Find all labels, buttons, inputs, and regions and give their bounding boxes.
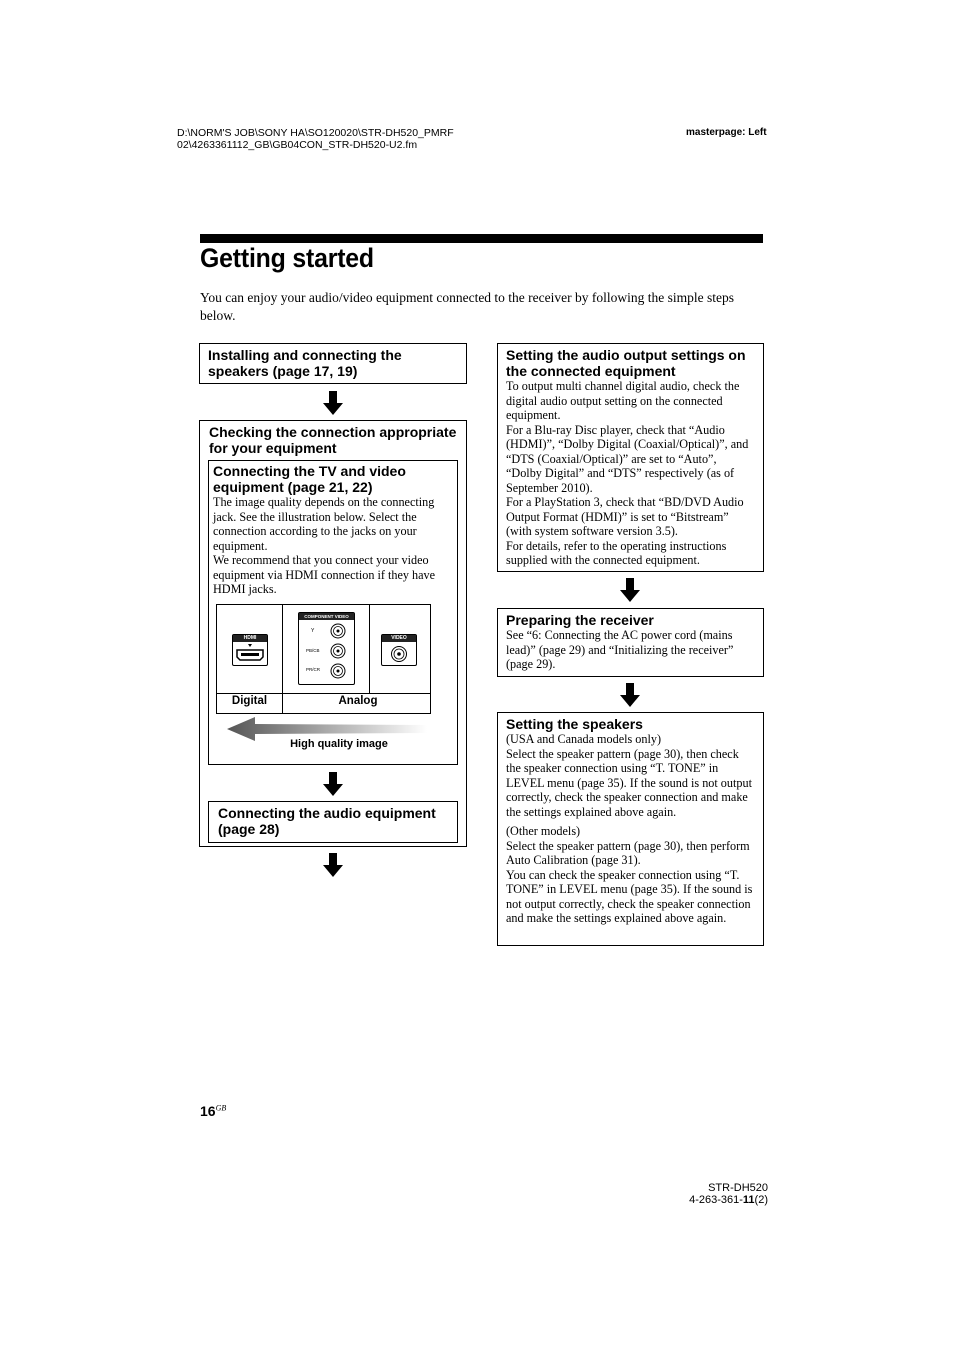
arrow-down-icon	[323, 772, 343, 796]
setting-speakers-p4: Select the speaker pattern (page 30), then perform Auto Calibration (page 31).	[506, 838, 750, 867]
component-video-tag: COMPONENT VIDEO	[299, 613, 354, 620]
step-check-connection-title: Checking the connection appropriate for your equipment	[209, 424, 457, 456]
model-code-footer	[686, 1182, 768, 1206]
analog-label: Analog	[338, 695, 378, 707]
video-rca-icon	[382, 642, 416, 664]
audio-output-settings-p4: For details, refer to the operating instructions supplied with the connected equipment.	[506, 538, 727, 567]
hdmi-port-icon	[233, 642, 267, 664]
audio-output-settings-box	[497, 343, 764, 572]
tv-video-connection-body-1: The image quality depends on the connecting jack. See the illustration below. Select the connection according to the jacks on your equipment.	[213, 495, 435, 553]
audio-output-settings-p1: To output multi channel digital audio, check the digital audio output setting on the connected equipment.	[506, 379, 740, 422]
high-quality-label: High quality image	[290, 738, 388, 750]
step-install-speakers-box	[199, 343, 467, 384]
hdmi-jack-tag: HDMI	[233, 635, 267, 642]
audio-output-settings-p3: For a PlayStation 3, check that “BD/DVD Audio Output Format (HDMI)” is set to “Bitstream” (with system software version 3.5).	[506, 495, 744, 538]
setting-speakers-p5: You can check the speaker connection using “T. TONE” in LEVEL menu (page 35). If the sound is not output correctly, check the speaker connection and make the settings explained above again.	[506, 867, 753, 925]
step-install-speakers-title: Installing and connecting the speakers (page 17, 19)	[208, 347, 402, 379]
pr-label: PR/CR	[306, 667, 321, 672]
hdmi-jack	[232, 634, 268, 666]
intro-paragraph: You can enjoy your audio/video equipment connected to the receiver by following the simple steps below.	[200, 290, 735, 323]
tv-video-connection-body-2: We recommend that you connect your video equipment via HDMI connection if they have HDMI jacks.	[213, 553, 436, 596]
prepare-receiver-title: Preparing the receiver	[506, 612, 654, 628]
digital-label: Digital	[231, 695, 268, 707]
masterpage-label: masterpage: Left	[686, 127, 767, 138]
jack-illustration	[216, 604, 431, 714]
arrow-down-icon	[620, 578, 640, 602]
prepare-receiver-box	[497, 608, 764, 677]
arrow-down-icon	[323, 853, 343, 877]
audio-output-settings-title: Setting the audio output settings on the connected equipment	[506, 347, 746, 379]
part-number: 4-263-361-11(2)	[689, 1194, 768, 1206]
pb-label: PB/CB	[306, 648, 320, 653]
title-rule	[200, 234, 763, 243]
y-label: Y	[311, 628, 315, 634]
page-suffix: GB	[215, 1103, 227, 1113]
video-jack-tag: VIDEO	[382, 635, 416, 642]
page-number: $16^{GB}$	[200, 1103, 227, 1119]
audio-equipment-box	[208, 801, 458, 843]
file-path-header	[177, 127, 454, 151]
video-jack	[381, 634, 417, 666]
step-check-connection-box	[199, 420, 467, 847]
audio-equipment-title: Connecting the audio equipment (page 28)	[218, 805, 436, 837]
arrow-down-icon	[323, 391, 343, 415]
page-title: Getting started	[200, 243, 374, 273]
setting-speakers-p2: Select the speaker pattern (page 30), then check the speaker connection using “T. TONE” in LEVEL menu (page 35). If the sound is not output correctly, check the speaker connection and make the settings explained above again.	[506, 746, 752, 819]
setting-speakers-p1: (USA and Canada models only)	[506, 732, 662, 746]
setting-speakers-box	[497, 712, 764, 946]
setting-speakers-title: Setting the speakers	[506, 716, 643, 732]
arrow-down-icon	[620, 683, 640, 707]
audio-output-settings-p2: For a Blu-ray Disc player, check that “Audio (HDMI)”, “Dolby Digital (Coaxial/Optical)”, and “DTS (Coaxial/Optical)” are set to “Auto”, “Dolby Digital” and “DTS” respectively (as of September 2010).	[506, 422, 749, 495]
file-path-line-2: 02\4263361112_GB\GB04CON_STR-DH520-U2.fm	[177, 139, 418, 151]
model-name: STR-DH520	[708, 1182, 768, 1194]
file-path-line-1: D:\NORM'S JOB\SONY HA\SO120020\STR-DH520_PMRF	[177, 127, 454, 139]
tv-video-connection-box	[208, 460, 458, 765]
component-video-jacks	[298, 612, 355, 685]
rca-jacks-icon	[322, 623, 354, 683]
prepare-receiver-body: See “6: Connecting the AC power cord (mains lead)” (page 29) and “Initializing the receiver” (page 29).	[506, 628, 734, 671]
tv-video-connection-title: Connecting the TV and video equipment (page 21, 22)	[213, 463, 406, 495]
setting-speakers-p3: (Other models)	[506, 824, 581, 838]
